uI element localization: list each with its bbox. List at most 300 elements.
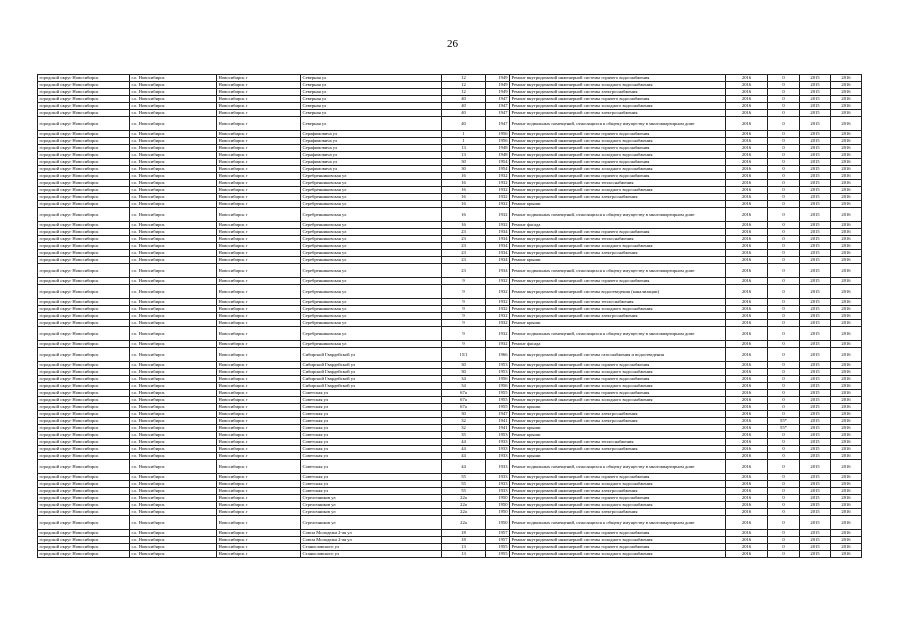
table-row <box>38 551 862 558</box>
house-number-cell: 12 <box>442 82 486 89</box>
table-row <box>38 138 862 145</box>
year-built-cell: 1954 <box>486 166 510 173</box>
year-built-cell: 1955 <box>486 397 510 404</box>
house-number-cell: 30 <box>442 166 486 173</box>
year-built-cell: 1949 <box>486 75 510 82</box>
street-cell: Северная ул <box>301 103 442 110</box>
street-cell: Станиславского ул <box>301 551 442 558</box>
table-row <box>38 208 862 222</box>
locality-type-cell: г.о. Новосибирск <box>130 348 217 362</box>
work-type-cell: Ремонт подвальных помещений, относящихся к общему имуществу в многоквартирном доме <box>510 460 726 474</box>
year-built-cell: 1932 <box>486 306 510 313</box>
start-year-cell: 2015 <box>800 453 831 460</box>
start-year-cell: 2015 <box>800 376 831 383</box>
street-cell: Стрелочников ул <box>301 502 442 509</box>
index-cell: 0 <box>768 397 800 404</box>
year-built-cell: 1947 <box>486 103 510 110</box>
index-cell: 0 <box>768 152 800 159</box>
year-built-cell: 1933 <box>486 453 510 460</box>
index-cell: 0 <box>768 117 800 131</box>
table-row <box>38 537 862 544</box>
year-built-cell: 1932 <box>486 173 510 180</box>
house-number-cell: 9 <box>442 306 486 313</box>
start-year-cell: 2015 <box>800 404 831 411</box>
work-type-cell: Ремонт внутридомовой инженерной системы горячего водоснабжения <box>510 474 726 481</box>
end-year-cell: 2016 <box>831 75 862 82</box>
end-year-cell: 2016 <box>831 306 862 313</box>
start-year-cell: 2015 <box>800 159 831 166</box>
city-cell: Новосибирск г <box>217 201 301 208</box>
house-number-cell: 23 <box>442 257 486 264</box>
street-cell: Стрелочников ул <box>301 495 442 502</box>
index-cell: 0 <box>768 516 800 530</box>
end-year-cell: 2016 <box>831 488 862 495</box>
locality-type-cell: г.о. Новосибирск <box>130 131 217 138</box>
start-year-cell: 2015 <box>800 383 831 390</box>
locality-type-cell: г.о. Новосибирск <box>130 278 217 285</box>
end-year-cell: 2016 <box>831 285 862 299</box>
end-year-cell: 2016 <box>831 257 862 264</box>
city-cell: Новосибирск г <box>217 285 301 299</box>
plan-year-cell: 2016 <box>726 404 768 411</box>
plan-year-cell: 2016 <box>726 194 768 201</box>
year-built-cell: 1947 <box>486 117 510 131</box>
locality-type-cell: г.о. Новосибирск <box>130 404 217 411</box>
work-type-cell: Ремонт внутридомовой инженерной системы холодного водоснабжения <box>510 551 726 558</box>
year-built-cell: 1956 <box>486 138 510 145</box>
table-row <box>38 432 862 439</box>
city-cell: Новосибирск г <box>217 551 301 558</box>
index-cell: 0 <box>768 404 800 411</box>
end-year-cell: 2016 <box>831 264 862 278</box>
municipality-cell: городской округ Новосибирск <box>38 138 130 145</box>
locality-type-cell: г.о. Новосибирск <box>130 537 217 544</box>
year-built-cell: 1953 <box>486 362 510 369</box>
locality-type-cell: г.о. Новосибирск <box>130 103 217 110</box>
end-year-cell: 2016 <box>831 229 862 236</box>
end-year-cell: 2016 <box>831 341 862 348</box>
city-cell: Новосибирск г <box>217 236 301 243</box>
end-year-cell: 2016 <box>831 383 862 390</box>
index-cell: 0 <box>768 537 800 544</box>
year-built-cell: 1941 <box>486 425 510 432</box>
locality-type-cell: г.о. Новосибирск <box>130 460 217 474</box>
house-number-cell: 9 <box>442 285 486 299</box>
start-year-cell: 2015 <box>800 96 831 103</box>
city-cell: Новосибирск г <box>217 138 301 145</box>
city-cell: Новосибирск г <box>217 145 301 152</box>
street-cell: Советская ул <box>301 418 442 425</box>
plan-year-cell: 2016 <box>726 236 768 243</box>
street-cell: Северная ул <box>301 82 442 89</box>
start-year-cell: 2015 <box>800 103 831 110</box>
locality-type-cell: г.о. Новосибирск <box>130 110 217 117</box>
municipality-cell: городской округ Новосибирск <box>38 194 130 201</box>
city-cell: Новосибирск г <box>217 159 301 166</box>
index-cell: 0 <box>768 460 800 474</box>
year-built-cell: 1950 <box>486 495 510 502</box>
street-cell: Серафимовича ул <box>301 145 442 152</box>
house-number-cell: 40 <box>442 110 486 117</box>
end-year-cell: 2016 <box>831 537 862 544</box>
index-cell: 0 <box>768 383 800 390</box>
city-cell: Новосибирск г <box>217 299 301 306</box>
end-year-cell: 2016 <box>831 313 862 320</box>
house-number-cell: 34 <box>442 383 486 390</box>
plan-year-cell: 2016 <box>726 82 768 89</box>
work-type-cell: Ремонт внутридомовой инженерной системы холодного водоснабжения <box>510 166 726 173</box>
house-number-cell: 67а <box>442 390 486 397</box>
plan-year-cell: 2016 <box>726 446 768 453</box>
table-row <box>38 495 862 502</box>
street-cell: Серафимовича ул <box>301 166 442 173</box>
year-built-cell: 1932 <box>486 201 510 208</box>
work-type-cell: Ремонт внутридомовой инженерной системы электроснабжения <box>510 313 726 320</box>
work-type-cell: Ремонт внутридомовой инженерной системы электроснабжения <box>510 194 726 201</box>
table-row <box>38 544 862 551</box>
plan-year-cell: 2016 <box>726 285 768 299</box>
city-cell: Новосибирск г <box>217 453 301 460</box>
city-cell: Новосибирск г <box>217 488 301 495</box>
table-row <box>38 418 862 425</box>
year-built-cell: 1933 <box>486 460 510 474</box>
start-year-cell: 2015 <box>800 243 831 250</box>
locality-type-cell: г.о. Новосибирск <box>130 418 217 425</box>
start-year-cell: 2015 <box>800 145 831 152</box>
year-built-cell: 1932 <box>486 299 510 306</box>
table-row <box>38 243 862 250</box>
table-row <box>38 166 862 173</box>
start-year-cell: 2015 <box>800 222 831 229</box>
index-cell: 0 <box>768 376 800 383</box>
municipality-cell: городской округ Новосибирск <box>38 166 130 173</box>
city-cell: Новосибирск г <box>217 110 301 117</box>
end-year-cell: 2016 <box>831 481 862 488</box>
index-cell: 0 <box>768 257 800 264</box>
end-year-cell: 2016 <box>831 201 862 208</box>
index-cell: 0 <box>768 285 800 299</box>
repair-schedule-table <box>37 74 862 558</box>
city-cell: Новосибирск г <box>217 250 301 257</box>
end-year-cell: 2016 <box>831 222 862 229</box>
street-cell: Серафимовича ул <box>301 152 442 159</box>
year-built-cell: 1933 <box>486 439 510 446</box>
table-row <box>38 152 862 159</box>
street-cell: Советская ул <box>301 460 442 474</box>
plan-year-cell: 2016 <box>726 341 768 348</box>
work-type-cell: Ремонт крыши <box>510 257 726 264</box>
plan-year-cell: 2016 <box>726 75 768 82</box>
locality-type-cell: г.о. Новосибирск <box>130 369 217 376</box>
index-cell: 0 <box>768 488 800 495</box>
street-cell: Серафимовича ул <box>301 138 442 145</box>
end-year-cell: 2016 <box>831 418 862 425</box>
city-cell: Новосибирск г <box>217 383 301 390</box>
city-cell: Новосибирск г <box>217 194 301 201</box>
street-cell: Станиславского ул <box>301 544 442 551</box>
end-year-cell: 2016 <box>831 544 862 551</box>
municipality-cell: городской округ Новосибирск <box>38 117 130 131</box>
street-cell: Северная ул <box>301 110 442 117</box>
end-year-cell: 2016 <box>831 327 862 341</box>
year-built-cell: 1934 <box>486 250 510 257</box>
municipality-cell: городской округ Новосибирск <box>38 453 130 460</box>
work-type-cell: Ремонт внутридомовой инженерной системы холодного водоснабжения <box>510 306 726 313</box>
work-type-cell: Ремонт внутридомовой инженерной системы горячего водоснабжения <box>510 362 726 369</box>
locality-type-cell: г.о. Новосибирск <box>130 390 217 397</box>
year-built-cell: 1947 <box>486 96 510 103</box>
end-year-cell: 2016 <box>831 110 862 117</box>
start-year-cell: 2015 <box>800 544 831 551</box>
end-year-cell: 2016 <box>831 474 862 481</box>
locality-type-cell: г.о. Новосибирск <box>130 488 217 495</box>
locality-type-cell: г.о. Новосибирск <box>130 481 217 488</box>
city-cell: Новосибирск г <box>217 348 301 362</box>
year-built-cell: 1932 <box>486 327 510 341</box>
index-cell: 0 <box>768 243 800 250</box>
city-cell: Новосибирск г <box>217 75 301 82</box>
start-year-cell: 2015 <box>800 439 831 446</box>
house-number-cell: 40 <box>442 103 486 110</box>
end-year-cell: 2016 <box>831 390 862 397</box>
table-row <box>38 82 862 89</box>
city-cell: Новосибирск г <box>217 474 301 481</box>
street-cell: Серебренниковская ул <box>301 327 442 341</box>
plan-year-cell: 2016 <box>726 145 768 152</box>
table-row <box>38 180 862 187</box>
house-number-cell: 44 <box>442 446 486 453</box>
plan-year-cell: 2016 <box>726 453 768 460</box>
city-cell: Новосибирск г <box>217 96 301 103</box>
year-built-cell: 1932 <box>486 341 510 348</box>
plan-year-cell: 2016 <box>726 369 768 376</box>
plan-year-cell: 2016 <box>726 481 768 488</box>
locality-type-cell: г.о. Новосибирск <box>130 201 217 208</box>
city-cell: Новосибирск г <box>217 89 301 96</box>
house-number-cell: 40 <box>442 96 486 103</box>
end-year-cell: 2016 <box>831 404 862 411</box>
street-cell: Серебренниковская ул <box>301 257 442 264</box>
street-cell: Северная ул <box>301 96 442 103</box>
work-type-cell: Ремонт внутридомовой инженерной системы холодного водоснабжения <box>510 397 726 404</box>
street-cell: Серафимовича ул <box>301 131 442 138</box>
city-cell: Новосибирск г <box>217 103 301 110</box>
house-number-cell: 16 <box>442 173 486 180</box>
index-cell: 0 <box>768 509 800 516</box>
year-built-cell: 1953 <box>486 432 510 439</box>
street-cell: Серебренниковская ул <box>301 250 442 257</box>
end-year-cell: 2016 <box>831 180 862 187</box>
index-cell: 0 <box>768 250 800 257</box>
year-built-cell: 1933 <box>486 446 510 453</box>
table-row <box>38 173 862 180</box>
work-type-cell: Ремонт внутридомовой инженерной системы холодного водоснабжения <box>510 481 726 488</box>
table-row <box>38 453 862 460</box>
table-row <box>38 145 862 152</box>
locality-type-cell: г.о. Новосибирск <box>130 474 217 481</box>
city-cell: Новосибирск г <box>217 460 301 474</box>
plan-year-cell: 2016 <box>726 425 768 432</box>
year-built-cell: 1955 <box>486 544 510 551</box>
year-built-cell: 1966 <box>486 348 510 362</box>
municipality-cell: городской округ Новосибирск <box>38 299 130 306</box>
city-cell: Новосибирск г <box>217 544 301 551</box>
start-year-cell: 2015 <box>800 530 831 537</box>
street-cell: Серебренниковская ул <box>301 264 442 278</box>
year-built-cell: 1956 <box>486 131 510 138</box>
start-year-cell: 2015 <box>800 131 831 138</box>
start-year-cell: 2015 <box>800 229 831 236</box>
start-year-cell: 2015 <box>800 306 831 313</box>
index-cell: 0 <box>768 474 800 481</box>
year-built-cell: 1953 <box>486 369 510 376</box>
table-body <box>38 75 862 558</box>
table-row <box>38 369 862 376</box>
municipality-cell: городской округ Новосибирск <box>38 509 130 516</box>
index-cell: 0 <box>768 180 800 187</box>
plan-year-cell: 2016 <box>726 432 768 439</box>
house-number-cell: 23 <box>442 229 486 236</box>
house-number-cell: 32 <box>442 418 486 425</box>
house-number-cell: 16 <box>442 180 486 187</box>
city-cell: Новосибирск г <box>217 362 301 369</box>
index-cell: 0 <box>768 159 800 166</box>
year-built-cell: 1934 <box>486 264 510 278</box>
street-cell: Советская ул <box>301 488 442 495</box>
house-number-cell: 44 <box>442 439 486 446</box>
table-row <box>38 439 862 446</box>
plan-year-cell: 2016 <box>726 173 768 180</box>
start-year-cell: 2015 <box>800 425 831 432</box>
municipality-cell: городской округ Новосибирск <box>38 159 130 166</box>
year-built-cell: 1934 <box>486 243 510 250</box>
end-year-cell: 2016 <box>831 278 862 285</box>
plan-year-cell: 2016 <box>726 516 768 530</box>
start-year-cell: 2015 <box>800 117 831 131</box>
municipality-cell: городской округ Новосибирск <box>38 446 130 453</box>
city-cell: Новосибирск г <box>217 131 301 138</box>
end-year-cell: 2016 <box>831 446 862 453</box>
house-number-cell: 16 <box>442 194 486 201</box>
locality-type-cell: г.о. Новосибирск <box>130 320 217 327</box>
table-row <box>38 110 862 117</box>
work-type-cell: Ремонт внутридомовой инженерной системы электроснабжения <box>510 418 726 425</box>
table-row <box>38 376 862 383</box>
locality-type-cell: г.о. Новосибирск <box>130 75 217 82</box>
house-number-cell: 18 <box>442 537 486 544</box>
municipality-cell: городской округ Новосибирск <box>38 257 130 264</box>
start-year-cell: 2015 <box>800 89 831 96</box>
house-number-cell: 13 <box>442 544 486 551</box>
city-cell: Новосибирск г <box>217 418 301 425</box>
house-number-cell: 9 <box>442 299 486 306</box>
table-row <box>38 278 862 285</box>
index-cell: 0 <box>768 264 800 278</box>
plan-year-cell: 2016 <box>726 152 768 159</box>
street-cell: Серебренниковская ул <box>301 278 442 285</box>
year-built-cell: 1932 <box>486 320 510 327</box>
start-year-cell: 2015 <box>800 250 831 257</box>
municipality-cell: городской округ Новосибирск <box>38 110 130 117</box>
table-row <box>38 397 862 404</box>
year-built-cell: 1932 <box>486 285 510 299</box>
city-cell: Новосибирск г <box>217 180 301 187</box>
work-type-cell: Ремонт крыши <box>510 201 726 208</box>
plan-year-cell: 2016 <box>726 530 768 537</box>
start-year-cell: 2015 <box>800 257 831 264</box>
street-cell: Советская ул <box>301 411 442 418</box>
plan-year-cell: 2016 <box>726 362 768 369</box>
locality-type-cell: г.о. Новосибирск <box>130 313 217 320</box>
house-number-cell: 13 <box>442 551 486 558</box>
city-cell: Новосибирск г <box>217 320 301 327</box>
street-cell: Серебренниковская ул <box>301 299 442 306</box>
work-type-cell: Ремонт крыши <box>510 404 726 411</box>
locality-type-cell: г.о. Новосибирск <box>130 551 217 558</box>
year-built-cell: 1950 <box>486 502 510 509</box>
house-number-cell: 9 <box>442 320 486 327</box>
locality-type-cell: г.о. Новосибирск <box>130 306 217 313</box>
start-year-cell: 2015 <box>800 278 831 285</box>
city-cell: Новосибирск г <box>217 495 301 502</box>
index-cell: 0 <box>768 306 800 313</box>
work-type-cell: Ремонт внутридомовой инженерной системы горячего водоснабжения <box>510 390 726 397</box>
work-type-cell: Ремонт внутридомовой инженерной системы горячего водоснабжения <box>510 96 726 103</box>
plan-year-cell: 2016 <box>726 229 768 236</box>
plan-year-cell: 2016 <box>726 110 768 117</box>
year-built-cell: 1956 <box>486 383 510 390</box>
street-cell: Серебренниковская ул <box>301 285 442 299</box>
street-cell: Северная ул <box>301 89 442 96</box>
locality-type-cell: г.о. Новосибирск <box>130 432 217 439</box>
plan-year-cell: 2016 <box>726 264 768 278</box>
index-cell: 0 <box>768 82 800 89</box>
end-year-cell: 2016 <box>831 159 862 166</box>
locality-type-cell: г.о. Новосибирск <box>130 397 217 404</box>
plan-year-cell: 2016 <box>726 103 768 110</box>
work-type-cell: Ремонт внутридомовой инженерной системы горячего водоснабжения <box>510 229 726 236</box>
start-year-cell: 2015 <box>800 166 831 173</box>
municipality-cell: городской округ Новосибирск <box>38 75 130 82</box>
house-number-cell: 32 <box>442 425 486 432</box>
work-type-cell: Ремонт внутридомовой инженерной системы горячего водоснабжения <box>510 75 726 82</box>
start-year-cell: 2015 <box>800 208 831 222</box>
municipality-cell: городской округ Новосибирск <box>38 397 130 404</box>
locality-type-cell: г.о. Новосибирск <box>130 166 217 173</box>
house-number-cell: 1 <box>442 138 486 145</box>
locality-type-cell: г.о. Новосибирск <box>130 453 217 460</box>
municipality-cell: городской округ Новосибирск <box>38 411 130 418</box>
plan-year-cell: 2016 <box>726 243 768 250</box>
end-year-cell: 2016 <box>831 530 862 537</box>
table-row <box>38 229 862 236</box>
city-cell: Новосибирск г <box>217 516 301 530</box>
year-built-cell: 1955 <box>486 551 510 558</box>
table-row <box>38 117 862 131</box>
start-year-cell: 2015 <box>800 299 831 306</box>
index-cell: 0 <box>768 208 800 222</box>
house-number-cell: 67а <box>442 404 486 411</box>
plan-year-cell: 2016 <box>726 320 768 327</box>
table-row <box>38 201 862 208</box>
house-number-cell: 55 <box>442 474 486 481</box>
house-number-cell: 9 <box>442 327 486 341</box>
table-row <box>38 264 862 278</box>
locality-type-cell: г.о. Новосибирск <box>130 341 217 348</box>
work-type-cell: Ремонт внутридомовой инженерной системы теплоснабжения <box>510 180 726 187</box>
street-cell: Северная ул <box>301 75 442 82</box>
municipality-cell: городской округ Новосибирск <box>38 537 130 544</box>
